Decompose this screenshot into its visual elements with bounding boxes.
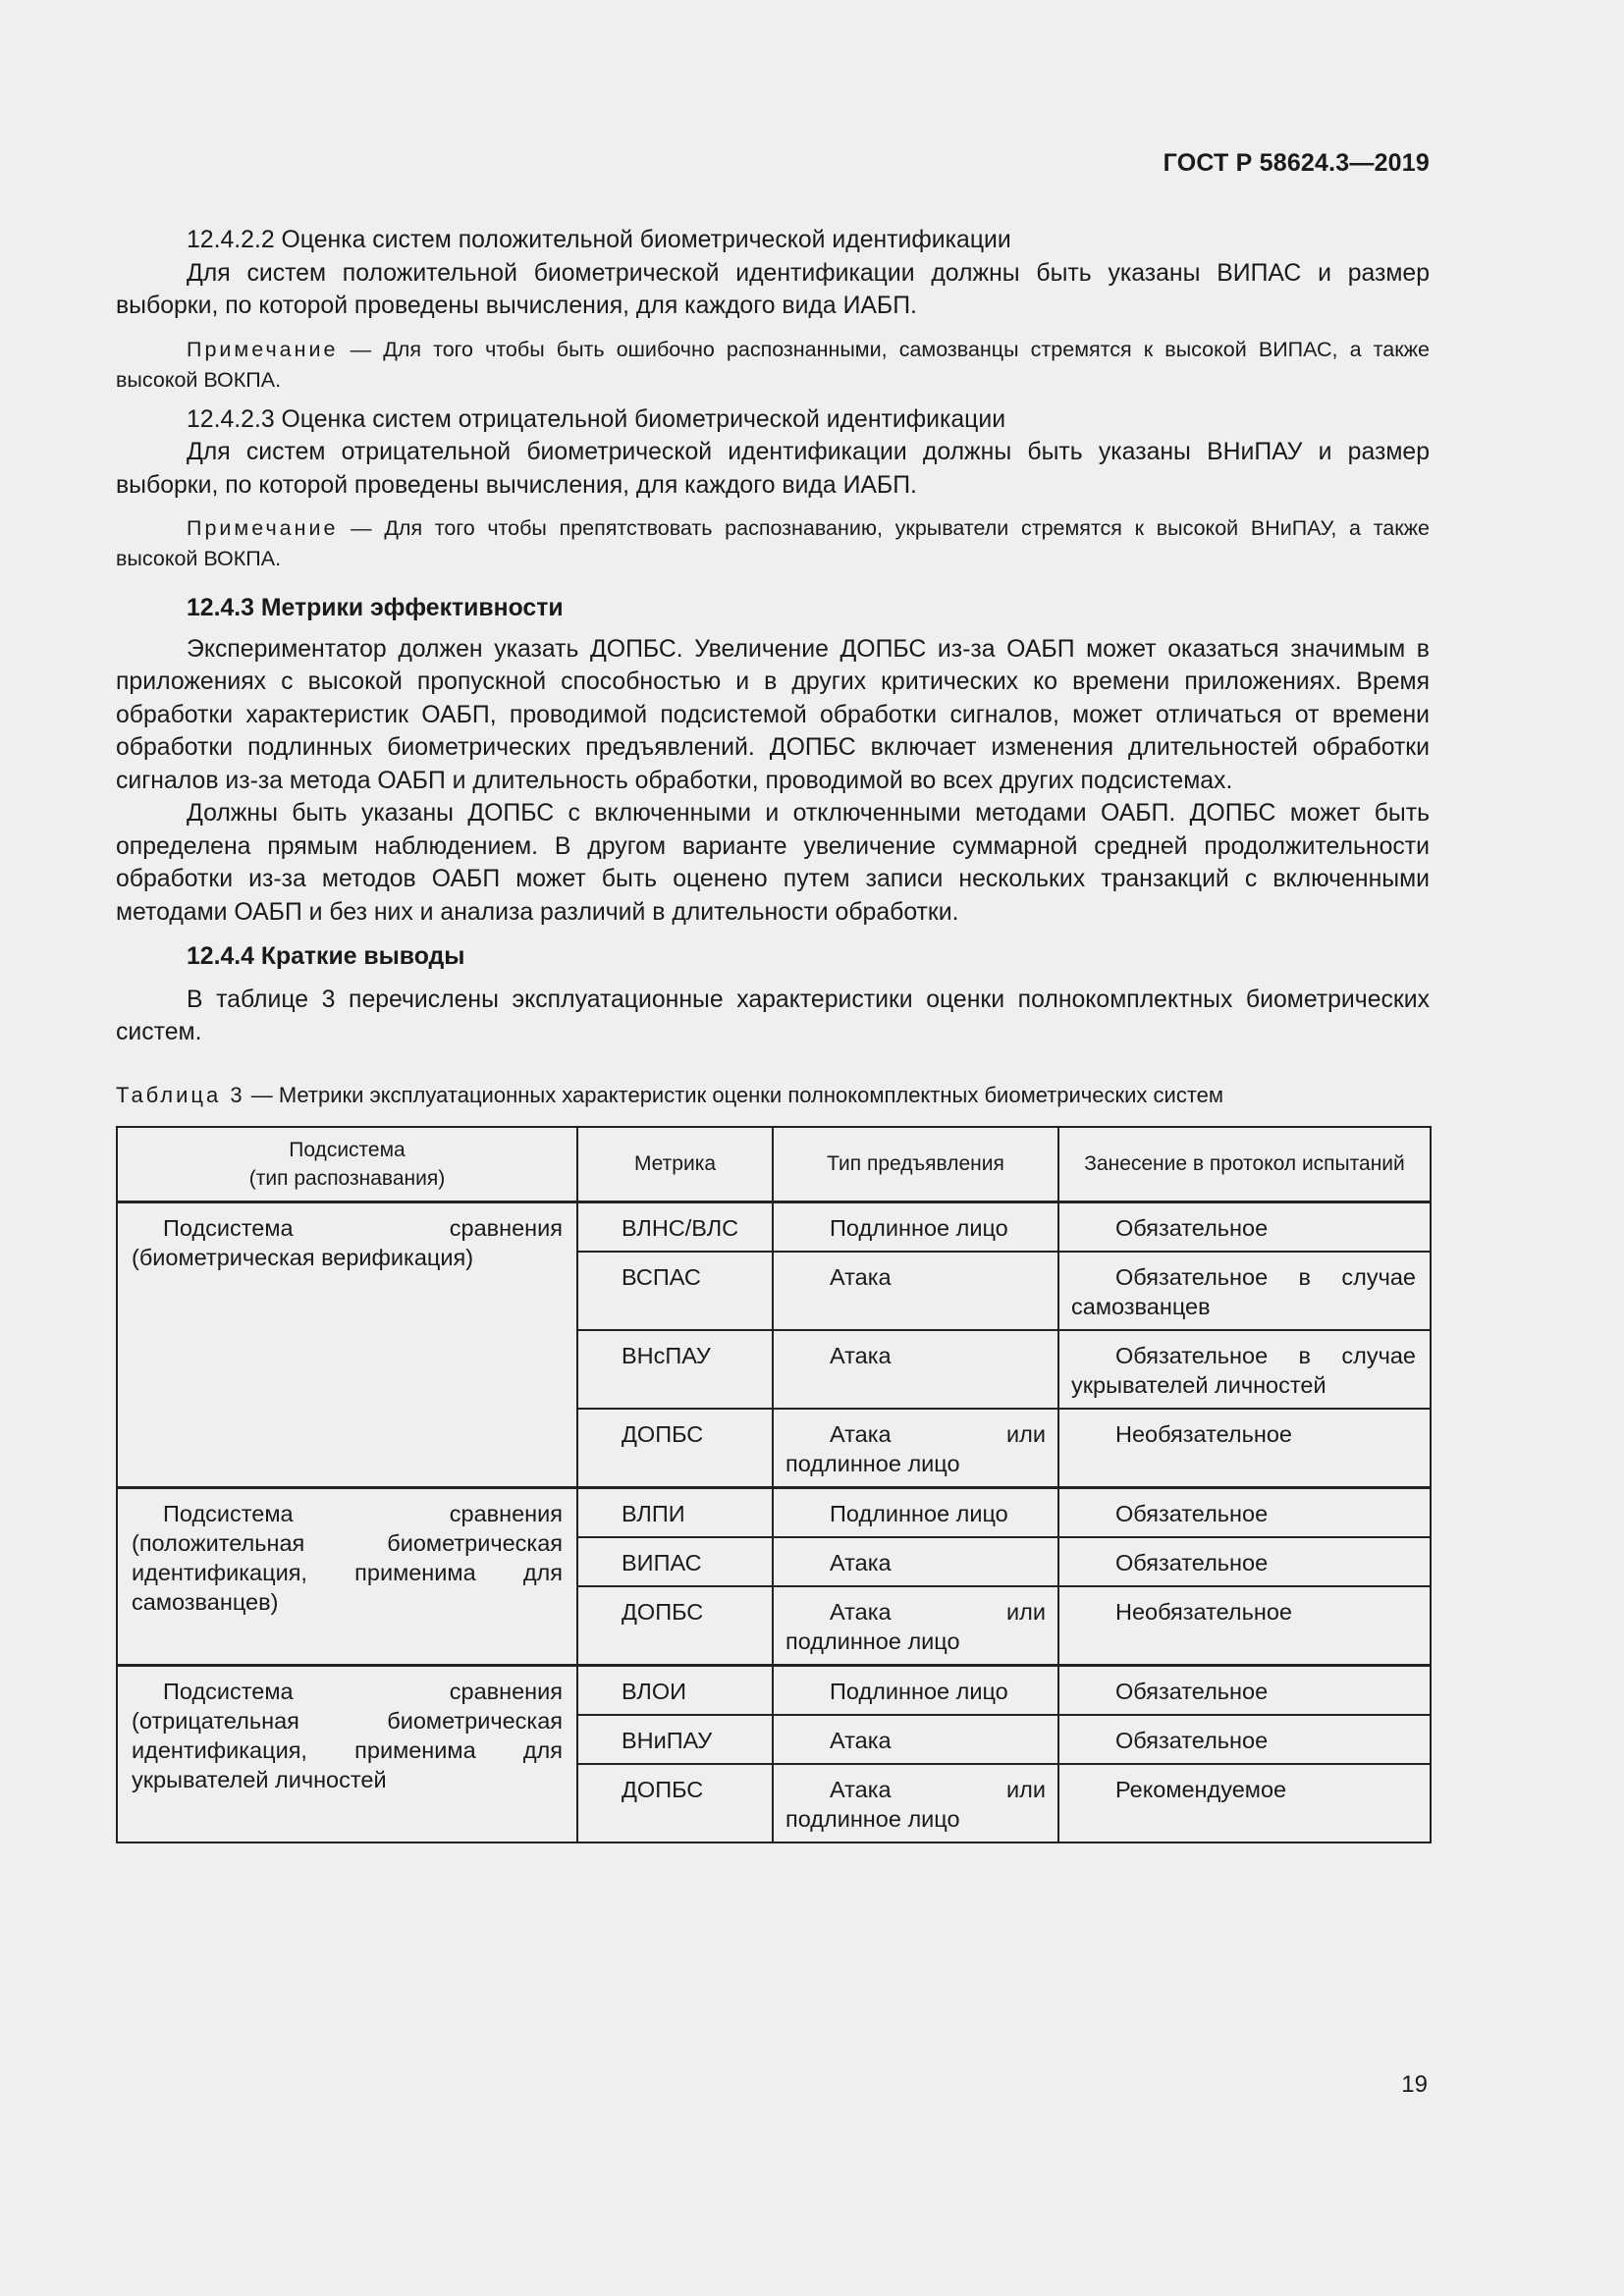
type-cell: Атака (773, 1715, 1058, 1764)
metric-cell: ВСПАС (577, 1252, 773, 1330)
type-cell: Атака (773, 1537, 1058, 1586)
type-cell: Атака (773, 1252, 1058, 1330)
metric-cell: ВЛНС/ВЛС (577, 1201, 773, 1252)
metric-cell: ВЛПИ (577, 1487, 773, 1537)
type-cell: Атака или подлинное лицо (773, 1586, 1058, 1666)
note-text: — Для того чтобы быть ошибочно распознанными, самозванцы стремятся к высокой ВИПАС, а также высокой ВОКПА. (116, 337, 1430, 392)
table-caption (116, 1081, 1430, 1110)
subsystem-cell: Подсистема сравнения (биометрическая верификация) (117, 1201, 577, 1487)
record-cell: Обязательное (1058, 1665, 1431, 1715)
paragraph: Для систем положительной биометрической идентификации должны быть указаны ВИПАС и размер выборки, по которой проведены вычисления, для каждого вида ИАБП. (116, 259, 1430, 319)
header-type: Тип предъявления (773, 1127, 1058, 1202)
table-header-row (117, 1127, 1431, 1202)
section-heading-12-4-2-2: 12.4.2.2 Оценка систем положительной биометрической идентификации (187, 227, 1011, 253)
page-content (116, 224, 1430, 1843)
note-label: Примечание (187, 337, 339, 361)
metric-cell: ДОПБС (577, 1764, 773, 1842)
subsystem-cell: Подсистема сравнения (отрицательная биометрическая идентификация, применима для укрывателей личностей (117, 1665, 577, 1842)
header-metric: Метрика (577, 1127, 773, 1202)
subsystem-cell: Подсистема сравнения (положительная биометрическая идентификация, применима для самозванцев) (117, 1487, 577, 1665)
paragraph: В таблице 3 перечислены эксплуатационные характеристики оценки полнокомплектных биометрических систем. (116, 986, 1430, 1045)
note (116, 335, 1430, 396)
metric-cell: ДОПБС (577, 1586, 773, 1666)
metric-cell: ВИПАС (577, 1537, 773, 1586)
header-record: Занесение в протокол испытаний (1058, 1127, 1431, 1202)
type-cell: Подлинное лицо (773, 1487, 1058, 1537)
record-cell: Обязательное (1058, 1487, 1431, 1537)
document-header: ГОСТ Р 58624.3—2019 (1163, 149, 1430, 177)
note-text: — Для того чтобы препятствовать распознаванию, укрыватели стремятся к высокой ВНиПАУ, а также высокой ВОКПА. (116, 516, 1430, 570)
table-row (117, 1665, 1431, 1715)
record-cell: Необязательное (1058, 1409, 1431, 1488)
section-heading-12-4-3: 12.4.3 Метрики эффективности (187, 595, 564, 621)
metrics-table (116, 1126, 1432, 1843)
table-row (117, 1201, 1431, 1252)
record-cell: Необязательное (1058, 1586, 1431, 1666)
type-cell: Подлинное лицо (773, 1665, 1058, 1715)
note (116, 513, 1430, 574)
table-row (117, 1487, 1431, 1537)
type-cell: Атака или подлинное лицо (773, 1764, 1058, 1842)
record-cell: Обязательное (1058, 1537, 1431, 1586)
record-cell: Обязательное в случае укрывателей личностей (1058, 1330, 1431, 1409)
metric-cell: ВНсПАУ (577, 1330, 773, 1409)
record-cell: Обязательное (1058, 1715, 1431, 1764)
table-caption-label: Таблица 3 (116, 1082, 245, 1107)
metric-cell: ДОПБС (577, 1409, 773, 1488)
type-cell: Атака или подлинное лицо (773, 1409, 1058, 1488)
paragraph: Должны быть указаны ДОПБС с включенными и отключенными методами ОАБП. ДОПБС может быть определена прямым наблюдением. В другом варианте увеличение суммарной средней продолжительности обработки из-за методов ОАБП может быть оценено путем записи нескольких транзакций с включенными методами ОАБП и без них и анализа различий в длительности обработки. (116, 800, 1430, 926)
note-label: Примечание (187, 516, 339, 540)
section-heading-12-4-2-3: 12.4.2.3 Оценка систем отрицательной биометрической идентификации (187, 405, 1006, 433)
record-cell: Обязательное (1058, 1201, 1431, 1252)
type-cell: Атака (773, 1330, 1058, 1409)
header-subsystem: Подсистема (тип распознавания) (117, 1127, 577, 1202)
page-number: 19 (1401, 2071, 1428, 2098)
paragraph: Для систем отрицательной биометрической идентификации должны быть указаны ВНиПАУ и размер выборки, по которой проведены вычисления, для каждого вида ИАБП. (116, 439, 1430, 499)
section-heading-12-4-4: 12.4.4 Краткие выводы (187, 943, 465, 970)
metric-cell: ВЛОИ (577, 1665, 773, 1715)
record-cell: Обязательное в случае самозванцев (1058, 1252, 1431, 1330)
table-caption-text: — Метрики эксплуатационных характеристик оценки полнокомплектных биометрических систем (244, 1082, 1224, 1107)
type-cell: Подлинное лицо (773, 1201, 1058, 1252)
paragraph: Экспериментатор должен указать ДОПБС. Увеличение ДОПБС из-за ОАБП может оказаться значимым в приложениях с высокой пропускной способностью и в других критических ко времени приложениях. Время обработки характеристик ОАБП, проводимой подсистемой обработки сигналов, может отличаться от времени обработки подлинных биометрических предъявлений. ДОПБС включает изменения длительностей обработки сигналов из-за метода ОАБП и длительность обработки, проводимой во всех других подсистемах. (116, 635, 1430, 794)
record-cell: Рекомендуемое (1058, 1764, 1431, 1842)
metric-cell: ВНиПАУ (577, 1715, 773, 1764)
